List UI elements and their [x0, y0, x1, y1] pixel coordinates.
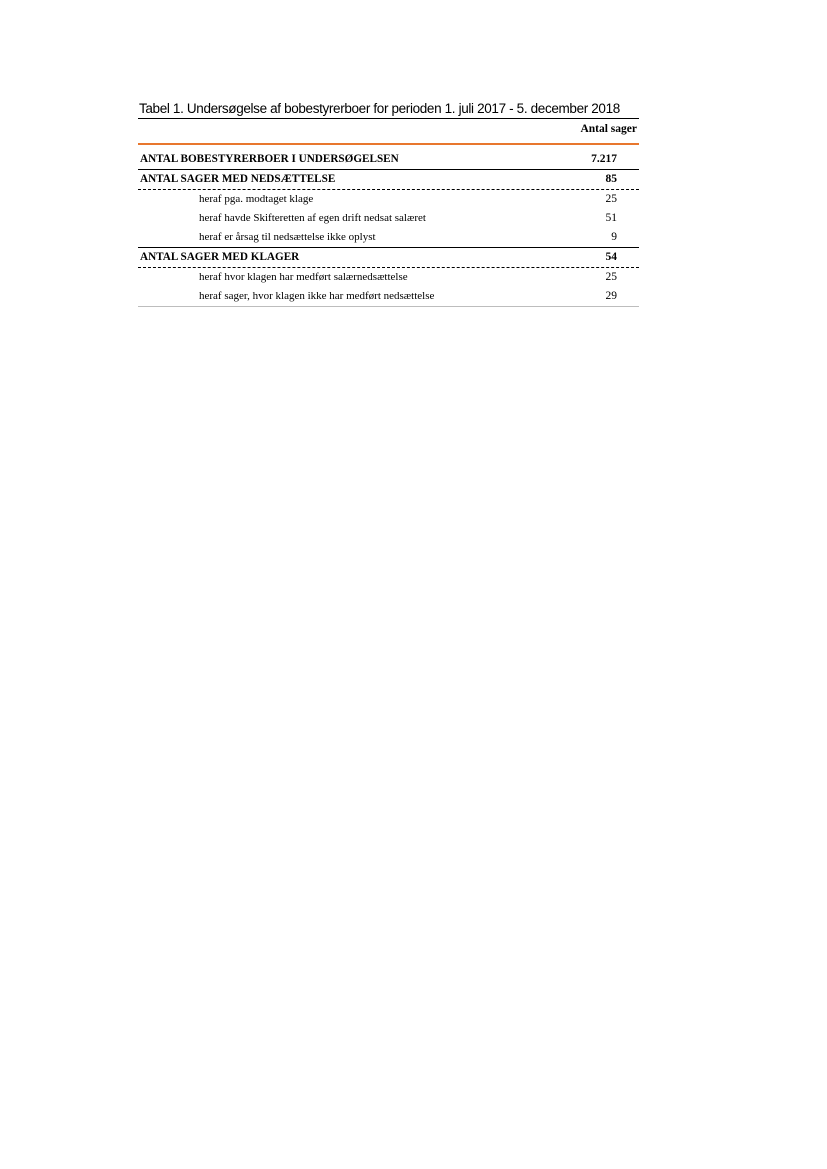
sub-value: 25 [605, 193, 617, 205]
sub-value: 29 [605, 290, 617, 302]
column-header-antal-sager: Antal sager [580, 123, 637, 135]
statistics-table [138, 99, 639, 307]
total-label: ANTAL BOBESTYRERBOER I UNDERSØGELSEN [140, 153, 399, 165]
table-title: Tabel 1. Undersøgelse af bobestyrerboer for perioden 1. juli 2017 - 5. december 2018 [138, 99, 639, 119]
total-value: 7.217 [591, 153, 617, 165]
sub-label: heraf er årsag til nedsættelse ikke oplyst [199, 231, 376, 243]
sub-row [138, 190, 639, 209]
group-label: ANTAL SAGER MED KLAGER [140, 251, 300, 263]
sub-value: 51 [605, 212, 617, 224]
sub-label: heraf havde Skifteretten af egen drift nedsat salæret [199, 212, 426, 224]
sub-label: heraf sager, hvor klagen ikke har medført nedsættelse [199, 290, 435, 302]
sub-label: heraf hvor klagen har medført salærnedsættelse [199, 271, 408, 283]
group-value: 85 [605, 173, 617, 185]
group-row-klager [138, 248, 639, 268]
total-row [138, 149, 639, 170]
column-header-row [138, 119, 639, 145]
sub-value: 9 [611, 231, 617, 243]
sub-row [138, 209, 639, 228]
sub-value: 25 [605, 271, 617, 283]
sub-label: heraf pga. modtaget klage [199, 193, 314, 205]
group-value: 54 [605, 251, 617, 263]
sub-row [138, 287, 639, 307]
group-row-nedsaettelse [138, 170, 639, 190]
sub-row [138, 268, 639, 287]
group-label: ANTAL SAGER MED NEDSÆTTELSE [140, 173, 336, 185]
sub-row [138, 228, 639, 248]
